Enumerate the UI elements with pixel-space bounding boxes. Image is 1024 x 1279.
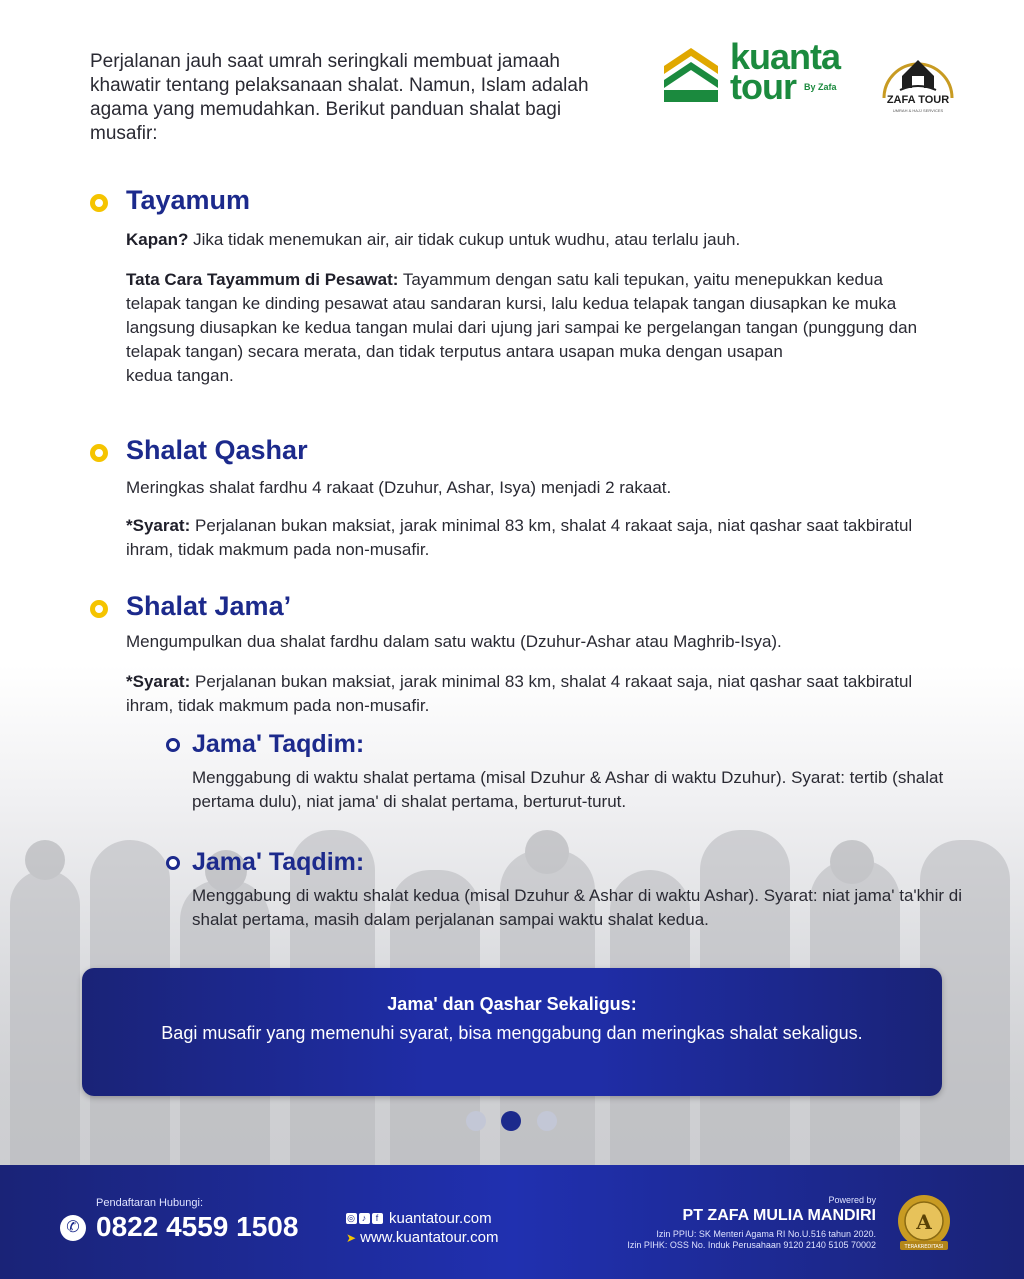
license-pihk: Izin PIHK: OSS No. Induk Perusahaan 9120 2140 5105 70002 bbox=[627, 1240, 876, 1250]
registration-label: Pendaftaran Hubungi: bbox=[96, 1197, 204, 1209]
subsection-text: Menggabung di waktu shalat pertama (misal Dzuhur & Ashar di waktu Dzuhur). Syarat: tertib (shalat pertama dulu), niat jama' di shalat pertama, berturut-turut. bbox=[192, 768, 944, 811]
qashar-description: Meringkas shalat fardhu 4 rakaat (Dzuhur, Ashar, Isya) menjadi 2 rakaat. bbox=[126, 478, 672, 497]
tata-cara-label: Tata Cara Tayammum di Pesawat: bbox=[126, 270, 399, 289]
blue-circle-bullet-icon bbox=[166, 738, 180, 752]
callout-body: Bagi musafir yang memenuhi syarat, bisa menggabung dan meringkas shalat sekaligus. bbox=[161, 1023, 863, 1043]
accreditation-badge-icon bbox=[892, 1191, 956, 1255]
qashar-syarat bbox=[126, 514, 936, 562]
blue-circle-bullet-icon bbox=[166, 856, 180, 870]
company-name: PT ZAFA MULIA MANDIRI bbox=[682, 1207, 876, 1224]
tayamum-kapan bbox=[126, 228, 846, 252]
yellow-circle-bullet-icon bbox=[90, 600, 108, 618]
kuanta-wordmark: kuanta tour bbox=[730, 36, 841, 107]
phone-contact[interactable] bbox=[60, 1211, 330, 1247]
syarat-text: Perjalanan bukan maksiat, jarak minimal 83 km, shalat 4 rakaat saja, niat qashar saat takbiratul ihram, tidak makmum pada non-musafir. bbox=[126, 516, 913, 559]
pagination-dots bbox=[0, 1111, 1024, 1133]
callout-title: Jama' dan Qashar Sekaligus: bbox=[387, 994, 637, 1014]
syarat-label: *Syarat: bbox=[126, 516, 191, 535]
yellow-circle-bullet-icon bbox=[90, 194, 108, 212]
footer bbox=[0, 1165, 1024, 1279]
section-title: Shalat Qashar bbox=[126, 435, 308, 465]
section-title: Shalat Jama’ bbox=[126, 591, 292, 621]
tata-cara-text: Tayammum dengan satu kali tepukan, yaitu menepukkan kedua telapak tangan ke dinding pesawat atau sandaran kursi, lalu kedua telapak tangan diusapkan ke muka langsung diusapkan ke kedua tangan mulai dari ujung jari sampai ke pergelangan tangan (punggung dan telapak tangan) secara merata, dan tidak terputus antara usapan muka dengan usapan bbox=[126, 270, 918, 361]
social-media-icons: ◎ ♪ f bbox=[346, 1213, 385, 1224]
whatsapp-phone-icon: ✆ bbox=[60, 1215, 86, 1241]
social-handle: kuantatour.com bbox=[389, 1210, 492, 1227]
badge-letter: A bbox=[916, 1210, 932, 1234]
cursor-arrow-icon: ➤ bbox=[346, 1231, 357, 1245]
badge-text: TERAKREDITASI bbox=[904, 1244, 944, 1250]
subsection-title: Jama' Taqdim: bbox=[192, 848, 365, 876]
website-url: www.kuantatour.com bbox=[360, 1229, 499, 1246]
zafa-subtitle: UMRAH & HAJJ SERVICES bbox=[892, 108, 944, 113]
page-dot-3[interactable] bbox=[537, 1111, 557, 1131]
kuanta-house-icon bbox=[660, 44, 722, 106]
jama-description: Mengumpulkan dua shalat fardhu dalam satu waktu (Dzuhur-Ashar atau Maghrib-Isya). bbox=[126, 632, 782, 651]
license-ppiu: Izin PPIU: SK Menteri Agama RI No.U.516 tahun 2020. bbox=[656, 1229, 876, 1239]
powered-by-label: Powered by bbox=[828, 1195, 876, 1205]
syarat-label: *Syarat: bbox=[126, 672, 191, 691]
zafa-tour-logo bbox=[876, 38, 960, 122]
syarat-text: Perjalanan bukan maksiat, jarak minimal 83 km, shalat 4 rakaat saja, niat qashar saat takbiratul ihram, tidak makmum pada non-musafir. bbox=[126, 672, 913, 715]
subsection-title: Jama' Taqdim: bbox=[192, 730, 365, 758]
page-dot-1[interactable] bbox=[466, 1111, 486, 1131]
tayamum-tata-cara bbox=[126, 268, 926, 388]
kapan-text: Jika tidak menemukan air, air tidak cukup untuk wudhu, atau terlalu jauh. bbox=[188, 230, 741, 249]
kuanta-tour-logo bbox=[660, 36, 860, 108]
page-dot-2-active[interactable] bbox=[501, 1111, 521, 1131]
yellow-circle-bullet-icon bbox=[90, 444, 108, 462]
kapan-label: Kapan? bbox=[126, 230, 189, 249]
jama-syarat bbox=[126, 670, 936, 718]
zafa-name: ZAFA TOUR bbox=[886, 94, 950, 106]
tata-cara-text-end: kedua tangan. bbox=[126, 366, 234, 385]
callout-box bbox=[82, 968, 942, 1096]
subsection-text: Menggabung di waktu shalat kedua (misal Dzuhur & Ashar di waktu Ashar). Syarat: niat jama' ta'khir di shalat pertama, masih dalam perjalanan sampai waktu shalat kedua. bbox=[192, 886, 962, 929]
section-title: Tayamum bbox=[126, 185, 251, 215]
phone-number: 0822 4559 1508 bbox=[96, 1211, 299, 1242]
intro-text: Perjalanan jauh saat umrah seringkali membuat jamaah khawatir tentang pelaksanaan shalat. Namun, Islam adalah agama yang memudahkan. Berikut panduan shalat bagi musafir: bbox=[90, 51, 589, 144]
social-link[interactable] bbox=[346, 1210, 492, 1227]
website-link[interactable] bbox=[346, 1229, 498, 1246]
kuanta-by-zafa: By Zafa bbox=[804, 82, 837, 92]
